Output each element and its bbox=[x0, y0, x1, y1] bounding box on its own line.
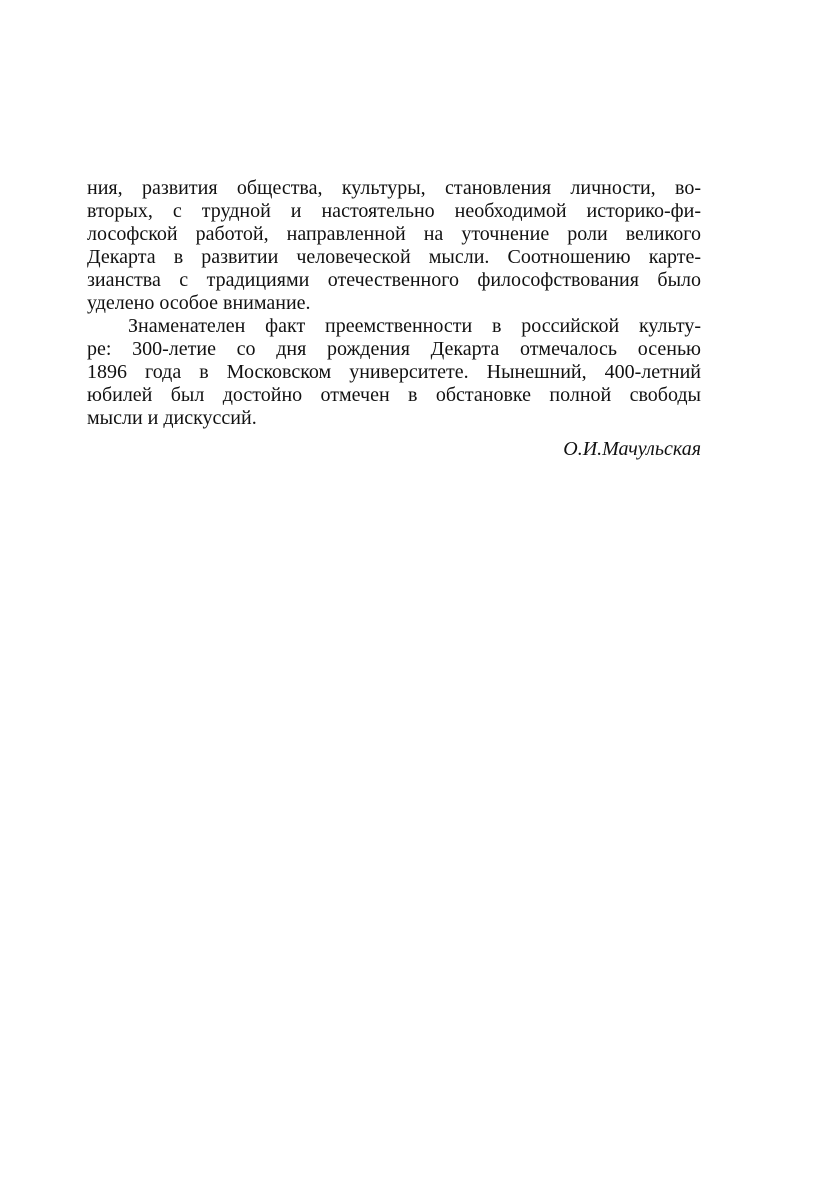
text-line: мысли и дискуссий. bbox=[87, 407, 257, 429]
text-line: зианства с традициями отечественного философствования было bbox=[87, 269, 701, 291]
body-text bbox=[87, 177, 701, 430]
text-line: 1896 года в Московском университете. Нынешний, 400-летний bbox=[87, 361, 701, 383]
paragraph-2 bbox=[87, 315, 701, 430]
text-line: лософской работой, направленной на уточнение роли великого bbox=[87, 223, 701, 245]
text-line: уделено особое внимание. bbox=[87, 292, 311, 314]
text-line: ния, развития общества, культуры, становления личности, во- bbox=[87, 177, 701, 199]
text-line: Декарта в развитии человеческой мысли. Соотношению карте- bbox=[87, 246, 701, 268]
text-line: ре: 300-летие со дня рождения Декарта отмечалось осенью bbox=[87, 338, 701, 360]
text-line: юбилей был достойно отмечен в обстановке полной свободы bbox=[87, 384, 701, 406]
paragraph-1 bbox=[87, 177, 701, 315]
text-line: Знаменателен факт преемственности в российской культу- bbox=[128, 315, 701, 337]
author-signature: О.И.Мачульская bbox=[563, 438, 701, 460]
text-line: вторых, с трудной и настоятельно необходимой историко-фи- bbox=[87, 200, 701, 222]
